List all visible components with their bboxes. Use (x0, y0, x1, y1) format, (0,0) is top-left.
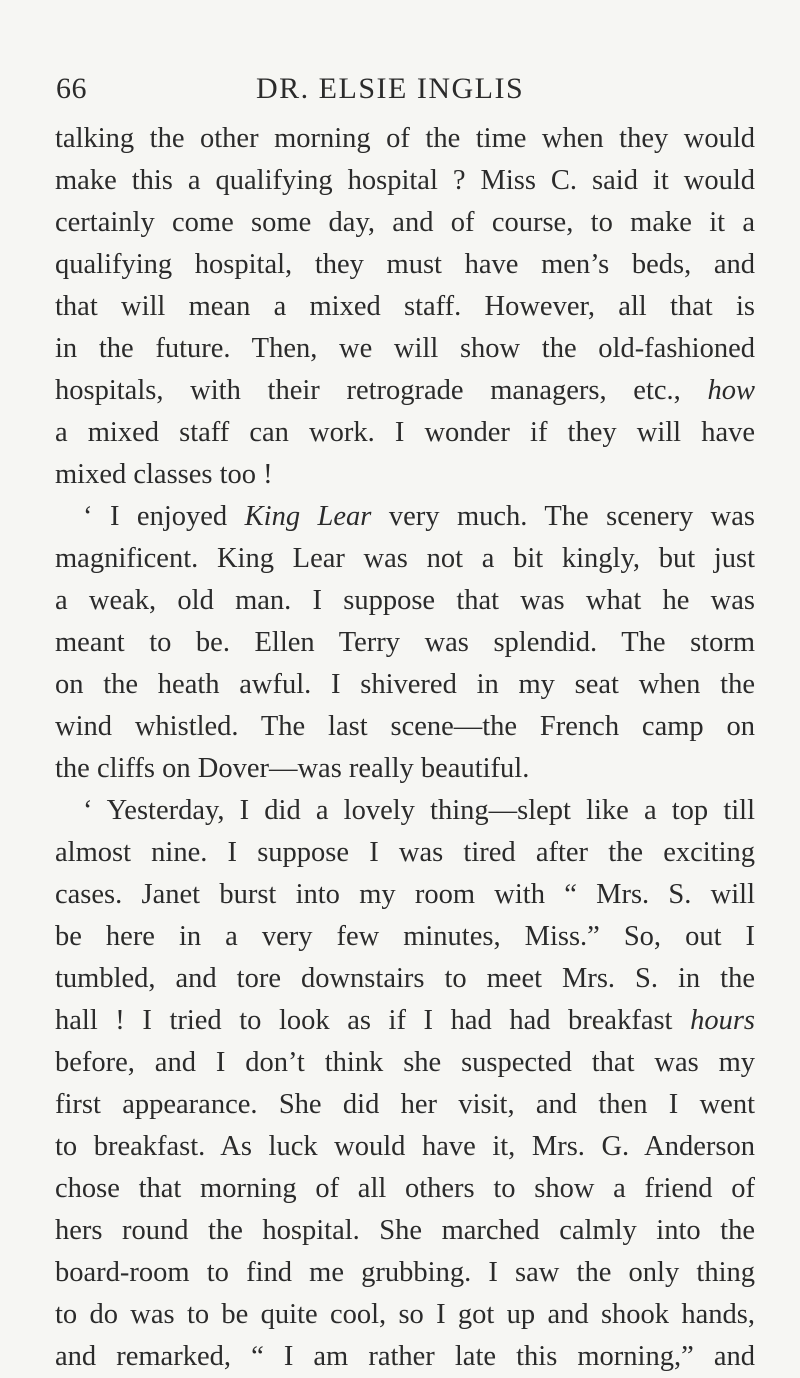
text-line: before, and I don’t think she suspected that was my (55, 1047, 755, 1078)
text-line: be here in a very few minutes, Miss.” So, out I (55, 921, 755, 952)
paragraph-end-line: the cliffs on Dover—was really beautiful. (55, 753, 530, 784)
page-number: 66 (56, 72, 87, 105)
italic-title: King Lear (244, 501, 372, 532)
text-line: tumbled, and tore downstairs to meet Mrs. S. in the (55, 963, 755, 994)
text-line: board-room to find me grubbing. I saw the only thing (55, 1257, 755, 1288)
italic-emphasis: hours (690, 1005, 755, 1036)
text-line: qualifying hospital, they must have men’s beds, and (55, 249, 755, 280)
running-title: DR. ELSIE INGLIS (256, 72, 525, 105)
text-line: magnificent. King Lear was not a bit kingly, but just (55, 543, 755, 574)
italic-emphasis: how (707, 375, 755, 406)
text-line: that will mean a mixed staff. However, all that is (55, 291, 755, 322)
text-line: to do was to be quite cool, so I got up and shook hands, (55, 1299, 755, 1330)
text-line: to breakfast. As luck would have it, Mrs. G. Anderson (55, 1131, 755, 1162)
text-line: meant to be. Ellen Terry was splendid. The storm (55, 627, 755, 658)
running-head (56, 72, 756, 112)
paragraph-end-line: mixed classes too ! (55, 459, 273, 490)
text-line: in the future. Then, we will show the old-fashioned (55, 333, 755, 364)
text-line: hall ! I tried to look as if I had had breakfast hours (55, 1005, 755, 1036)
paragraph-start-line: ‘ I enjoyed King Lear very much. The scenery was (83, 501, 755, 532)
text-line: wind whistled. The last scene—the French camp on (55, 711, 755, 742)
text-line: a weak, old man. I suppose that was what he was (55, 585, 755, 616)
text-line: a mixed staff can work. I wonder if they will have (55, 417, 755, 448)
text-line: make this a qualifying hospital ? Miss C. said it would (55, 165, 755, 196)
body-text (55, 118, 755, 1378)
text-line: first appearance. She did her visit, and then I went (55, 1089, 755, 1120)
text-line: almost nine. I suppose I was tired after the exciting (55, 837, 755, 868)
text-line: on the heath awful. I shivered in my seat when the (55, 669, 755, 700)
text-line: chose that morning of all others to show a friend of (55, 1173, 755, 1204)
text-line: certainly come some day, and of course, to make it a (55, 207, 755, 238)
text-line: hospitals, with their retrograde managers, etc., how (55, 375, 755, 406)
text-line: and remarked, “ I am rather late this morning,” and (55, 1341, 755, 1372)
paragraph-start-line: ‘ Yesterday, I did a lovely thing—slept like a top till (83, 795, 755, 826)
text-line: hers round the hospital. She marched calmly into the (55, 1215, 755, 1246)
text-line: talking the other morning of the time when they would (55, 123, 755, 154)
text-line: cases. Janet burst into my room with “ Mrs. S. will (55, 879, 755, 910)
